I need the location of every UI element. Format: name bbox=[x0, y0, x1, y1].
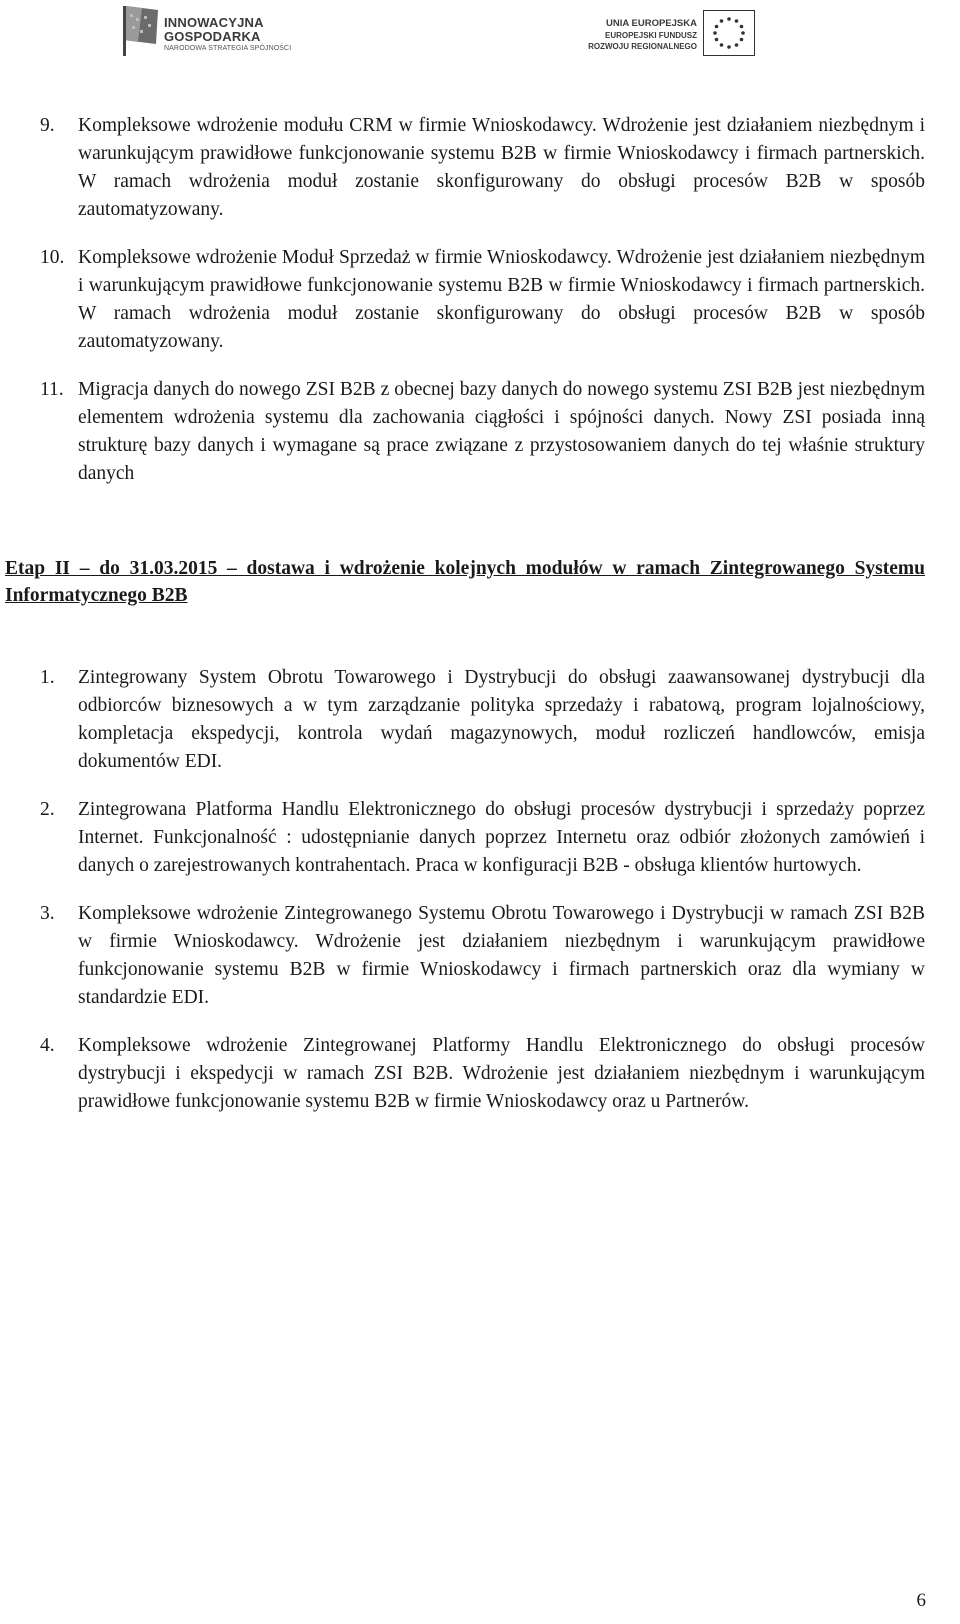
list-item-number: 3. bbox=[40, 903, 55, 924]
flag-emblem-icon bbox=[120, 4, 160, 58]
list-item bbox=[40, 1032, 925, 1116]
page-header bbox=[0, 0, 960, 68]
list-item-text: Kompleksowe wdrożenie Moduł Sprzedaż w firmie Wnioskodawcy. Wdrożenie jest działaniem niezbędnym i warunkującym prawidłowe funkcjonowanie systemu B2B w firmie Wnioskodawcy i firmach partnerskich. W ramach wdrożenia moduł zostanie skonfigurowany do obsługi procesów B2B w sposób zautomatyzowany. bbox=[78, 247, 925, 352]
eu-logo-line3: ROZWOJU REGIONALNEGO bbox=[588, 42, 697, 51]
list-item-text: Kompleksowe wdrożenie modułu CRM w firmie Wnioskodawcy. Wdrożenie jest działaniem niezbędnym i warunkującym prawidłowe funkcjonowanie systemu B2B w firmie Wnioskodawcy i firmach partnerskich. W ramach wdrożenia moduł zostanie skonfigurowany do obsługi procesów B2B w sposób zautomatyzowany. bbox=[78, 115, 925, 220]
logo-text-line1: INNOWACYJNA bbox=[164, 15, 264, 30]
list-item-number: 11. bbox=[40, 379, 64, 400]
page-number: 6 bbox=[916, 1590, 926, 1611]
list-item-number: 10. bbox=[40, 247, 65, 268]
list-item bbox=[40, 796, 925, 880]
task-list-part1 bbox=[40, 112, 925, 508]
eu-fund-logo bbox=[545, 8, 755, 60]
eu-logo-line1: UNIA EUROPEJSKA bbox=[606, 18, 697, 29]
eu-stars-flag-icon bbox=[703, 10, 755, 56]
logo-subtext: NARODOWA STRATEGIA SPÓJNOŚCI bbox=[164, 45, 292, 52]
list-item-text: Zintegrowany System Obrotu Towarowego i Dystrybucji do obsługi zaawansowanej dystrybucji dla odbiorców biznesowych a w tym zarządzanie polityka sprzedaży i rabatową, program lojalnościowy, kompletacja ekspedycji, kontrola wydań magazynowych, moduł rozliczeń handlowców, emisja dokumentów EDI. bbox=[78, 667, 925, 772]
logo-text-line2: GOSPODARKA bbox=[164, 29, 261, 44]
innowacyjna-gospodarka-logo bbox=[120, 4, 290, 58]
stage-heading: Etap II – do 31.03.2015 – dostawa i wdrożenie kolejnych modułów w ramach Zintegrowanego Systemu Informatycznego B2B bbox=[5, 558, 925, 606]
list-item-number: 4. bbox=[40, 1035, 55, 1056]
task-list-part2 bbox=[40, 664, 925, 1136]
list-item bbox=[40, 376, 925, 488]
list-item bbox=[40, 112, 925, 224]
list-item-text: Migracja danych do nowego ZSI B2B z obecnej bazy danych do nowego systemu ZSI B2B jest niezbędnym elementem wdrożenia systemu dla zachowania ciągłości i spójności danych. Nowy ZSI posiada inną strukturę bazy danych i wymagane są prace związane z przystosowaniem danych do tej właśnie struktury danych bbox=[78, 379, 925, 484]
list-item bbox=[40, 244, 925, 356]
list-item-number: 2. bbox=[40, 799, 55, 820]
list-item bbox=[40, 900, 925, 1012]
list-item-number: 9. bbox=[40, 115, 55, 136]
list-item-text: Zintegrowana Platforma Handlu Elektronicznego do obsługi procesów dystrybucji i sprzedaży poprzez Internet. Funkcjonalność : udostępnianie danych poprzez Internetu oraz odbiór złożonych zamówień i danych o zarejestrowanych kontrahentach. Praca w konfiguracji B2B - obsługa klientów hurtowych. bbox=[78, 799, 925, 876]
eu-logo-line2: EUROPEJSKI FUNDUSZ bbox=[604, 31, 697, 40]
list-item-number: 1. bbox=[40, 667, 55, 688]
list-item-text: Kompleksowe wdrożenie Zintegrowanej Platformy Handlu Elektronicznego do obsługi procesów dystrybucji i ekspedycji w ramach ZSI B2B. Wdrożenie jest działaniem niezbędnym i warunkującym prawidłowe funkcjonowanie systemu B2B w firmie Wnioskodawcy oraz u Partnerów. bbox=[78, 1035, 925, 1112]
list-item bbox=[40, 664, 925, 776]
list-item-text: Kompleksowe wdrożenie Zintegrowanego Systemu Obrotu Towarowego i Dystrybucji w ramach ZSI B2B w firmie Wnioskodawcy. Wdrożenie jest działaniem niezbędnym i warunkującym prawidłowe funkcjonowanie systemu B2B w firmie Wnioskodawcy i firmach partnerskich oraz dla wymiany w standardzie EDI. bbox=[78, 903, 925, 1008]
